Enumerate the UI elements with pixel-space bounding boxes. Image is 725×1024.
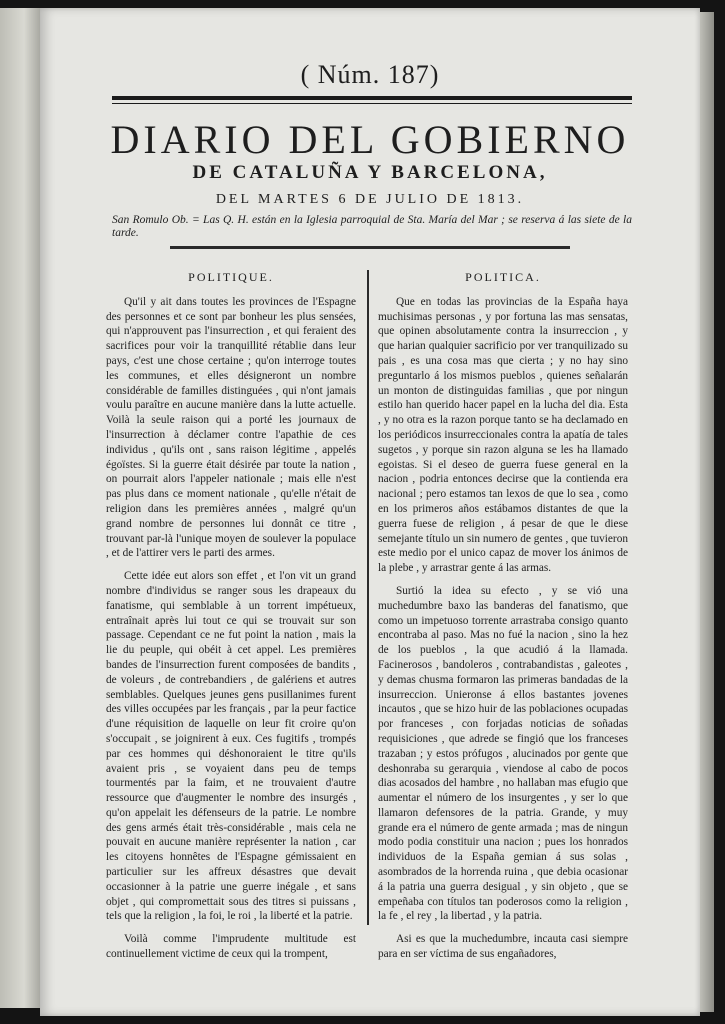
issue-number: ( Núm. 187) [300, 60, 440, 89]
masthead-title: DIARIO DEL GOBIERNO [110, 117, 630, 162]
column-divider [367, 270, 369, 925]
spanish-paragraph: Que en todas las provincias de la España haya muchisimas personas , y por fortuna las mas sensatas, que opinen absolutamente contra la insurreccion , y que harian qualquier sacrificio por ver tranquilizado su pais , es una cosa mas que cierta ; y no hay sino preguntarlo á los mismos pueblos , quienes señalarán un monton de distinguidas familias , que por ningun estilo han querido hacer papel en la lucha del dia. Esta , y no otra es la razon porque tanto se ha declamado en los periódicos insurreccionales contra la apatía de tales sugetos , y porque sin razon alguna se les ha llamado egoistas. Si el deseo de guerra fuese general en la nacion , podria entonces decirse que la contienda era nacional ; pero estamos tan lexos de que lo sea , como en los primeros años estábamos distantes de que la guerra fuese de religion , á pesar de que le diese semejante título un sin numero de gentes , que tuvieron este medio por el unico capaz de mover los ánimos de la plebe , y arrastrar gente á las armas. [378, 295, 628, 575]
header-rule-thin [112, 103, 632, 104]
newspaper-page [40, 8, 700, 1016]
french-column [106, 270, 356, 990]
page-stack-edge [700, 12, 714, 1012]
issue-date: DEL MARTES 6 DE JULIO DE 1813. [215, 192, 525, 207]
spanish-column [378, 270, 628, 990]
masthead-subtitle: DE CATALUÑA Y BARCELONA, [192, 162, 548, 183]
facing-page-edge [0, 8, 40, 1008]
french-paragraph: Voilà comme l'imprudente multitude est continuellement victime de ceux qui la trompent, [106, 933, 356, 961]
spanish-column-heading: POLITICA. [465, 270, 541, 284]
header-rule-thick [112, 96, 632, 100]
french-column-heading: POLITIQUE. [188, 270, 274, 284]
spanish-paragraph: Surtió la idea su efecto , y se vió una muchedumbre baxo las banderas del fanatismo, que como un impetuoso torrente arrastraba consigo quanto encontraba al paso. Mas no fué la nacion , sino la hez de los pueblos , la que acudió á la llamada. Facinerosos , bandoleros , contrabandistas , galeotes , y demas chusma formaron las primeras bandadas de la insurreccion. Unieronse á ellos bastantes jovenes incautos , que se hizo huir de las poblaciones ocupadas por franceses , con forjadas noticias de soñadas requisiciones , que adrede se fingió que los franceses trazaban ; y estos prófugos , alucinados por gente que deshonraba su gerarquia , viendose al cabo de pocos dias acosados del hambre , no hallaban mas efugio que aumentar el número de los insurgentes , y ser lo que llamaron defensores de la patria. Grande, y muy grande era el número de gente armada ; mas de ningun modo podia constituir una nacion ; pues los honrados individuos de la España gemian á sus solas , asombrados de la horrenda ruina , que debia ocasionar á la patria una guerra desigual , y sin objeto , que se empeñaba con títulos tan poderosos como la religion , la fe , el rey , la libertad , y la patria. [378, 584, 628, 923]
french-paragraph: Qu'il y ait dans toutes les provinces de l'Espagne des personnes et ce sont par bonheur les plus sensées, qui n'approuvent pas l'insurrection , et qui feraient des sacrifices pour voir la tranquillité rétablie dans leur pays, c'est une chose certaine ; qu'on interroge toutes les communes, et elles désigneront un nombre considérable de familles distinguées , qui n'ont jamais voulu paraître en aucune manière dans la lutte actuelle. Voilà la seule raison qui a porté les journaux de l'insurrection à déclamer contre l'apathie de ces individus , qu'ils ont , sans raison légitime , appelés égoïstes. Si la guerre était désirée par toute la nation , on pourrait alors l'appeler nationale ; mais elle n'est pas plus dans ce moment nationale , qu'elle n'était de religion dans les premières années , malgré qu'un grand nombre de personnes lui donnât ce titre , trouvant par-là l'unique moyen de soulever la populace , et de l'attirer vers le parti des armes. [106, 295, 356, 560]
french-paragraph: Cette idée eut alors son effet , et l'on vit un grand nombre d'individus se ranger sous les drapeaux du fanatisme, qui semblable à un torrent impétueux, entraînait après lui tout ce qui se trouvait sur son passage. Cependant ce ne fut point la nation , mais la lie du peuple, qui obéit à cet appel. Les premières bandes de l'insurrection furent composées de bandits , de voleurs , de contrebandiers , de galériens et autres semblables. Quelques jeunes gens pusillanimes furent des villes occupées par les français , par la peur factice d'une réquisition de laquelle on leur fit croire qu'on s'occupait , se joignirent à eux. Ces fugitifs , trompés par ces hommes qui déshonoraient le titre qu'ils avaient pris , se voyaient dans peu de temps tourmentés par la faim, et ne trouvaient d'autre ressource que d'augmenter le nombre des insurgés , qu'on appelait les défenseurs de la patrie. Le nombre des gens armés était très-considérable , mais cela ne pouvait en aucune manière représenter la nation , car les citoyens honnêtes de l'Espagne gémissaient en particulier sur les affreux désastres que devait occasionner à la patrie une guerre inégale , et sans objet , qui compromettait sous des titres si puissans , tels que la religion , la foi, le roi , la liberté et la patrie. [106, 570, 356, 923]
spanish-paragraph: Asi es que la muchedumbre, incauta casi siempre para en ser víctima de sus engañadores, [378, 933, 628, 961]
saint-notice: San Romulo Ob. = Las Q. H. están en la Iglesia parroquial de Sta. María del Mar ; se reserva á las siete de la tarde. [112, 214, 632, 239]
section-rule [170, 246, 570, 249]
